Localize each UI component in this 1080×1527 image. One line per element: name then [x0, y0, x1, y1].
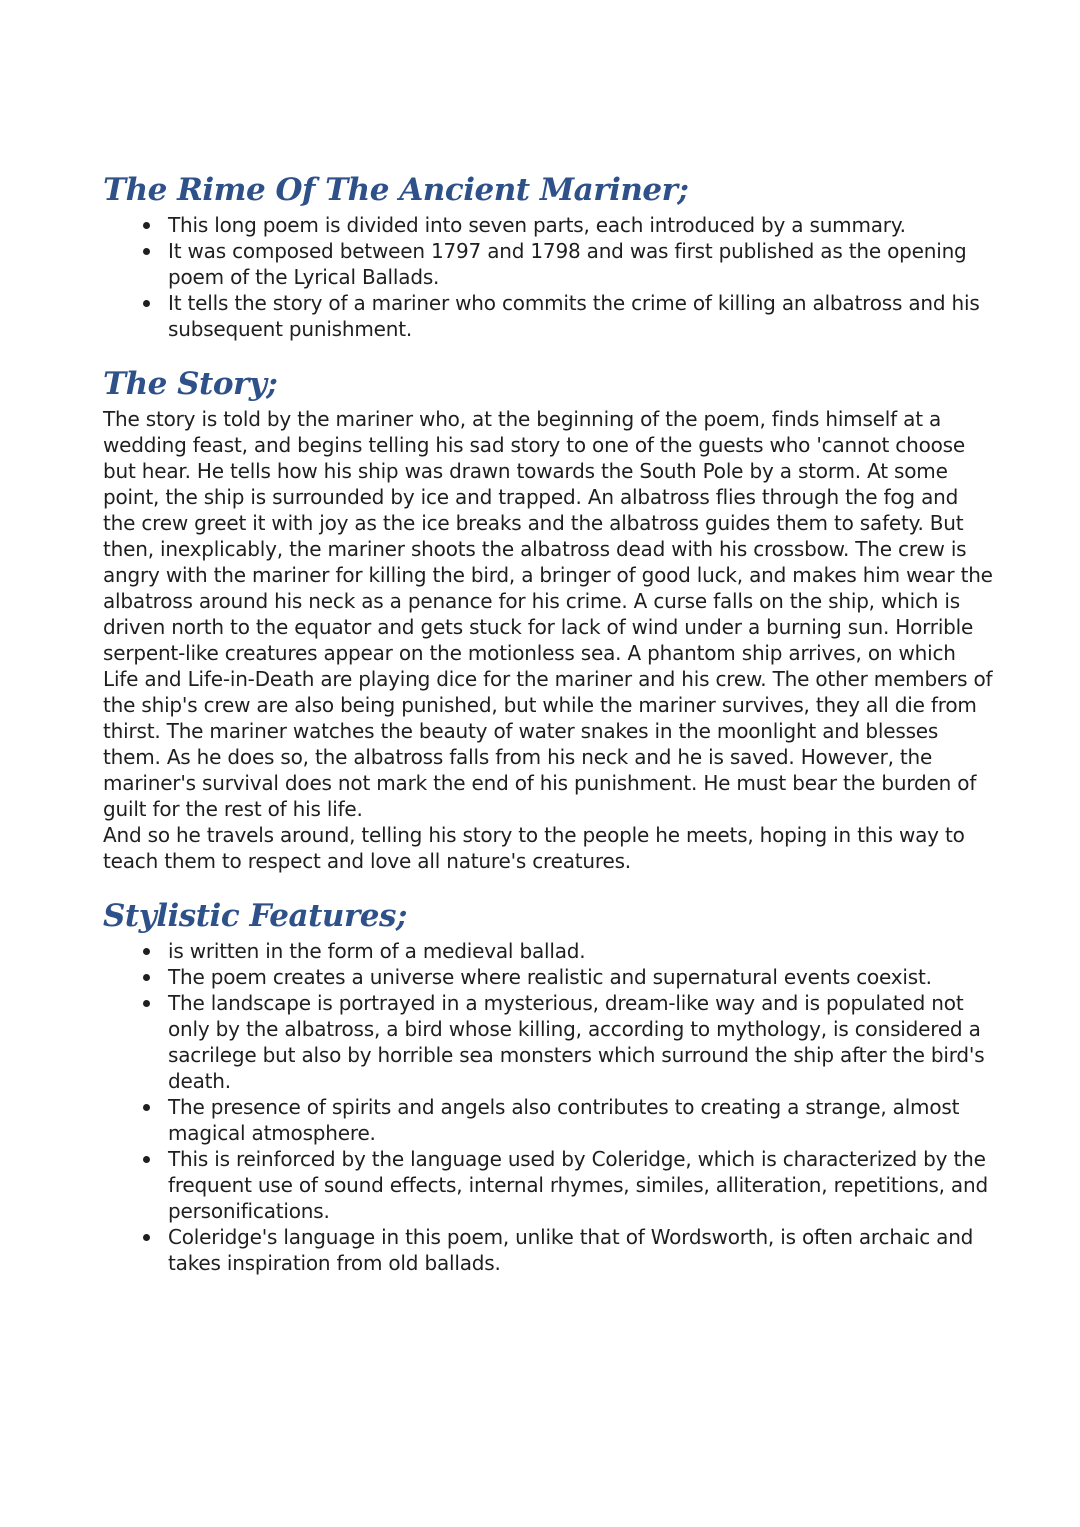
- bullet-item: It was composed between 1797 and 1798 and was first published as the opening poem of the Lyrical Ballads.: [103, 238, 993, 290]
- stylistic-bullet-list: [103, 938, 993, 1276]
- bullet-item: The poem creates a universe where realistic and supernatural events coexist.: [103, 964, 993, 990]
- document-content: [103, 168, 993, 1296]
- section-story: [103, 362, 993, 874]
- bullet-item: The landscape is portrayed in a mysterious, dream-like way and is populated not only by the albatross, a bird whose killing, according to mythology, is considered a sacrilege but also by horrible sea monsters which surround the ship after the bird's death.: [103, 990, 993, 1094]
- section-heading-rime: The Rime Of The Ancient Mariner;: [103, 172, 689, 208]
- section-stylistic: [103, 894, 993, 1276]
- story-paragraph: The story is told by the mariner who, at the beginning of the poem, finds himself at a wedding feast, and begins telling his sad story to one of the guests who 'cannot choose but hear. He tells how his ship was drawn towards the South Pole by a storm. At some point, the ship is surrounded by ice and trapped. An albatross flies through the fog and the crew greet it with joy as the ice breaks and the albatross guides them to safety. But then, inexplicably, the mariner shoots the albatross dead with his crossbow. The crew is angry with the mariner for killing the bird, a bringer of good luck, and makes him wear the albatross around his neck as a penance for his crime. A curse falls on the ship, which is driven north to the equator and gets stuck for lack of wind under a burning sun. Horrible serpent-like creatures appear on the motionless sea. A phantom ship arrives, on which Life and Life-in-Death are playing dice for the mariner and his crew. The other members of the ship's crew are also being punished, but while the mariner survives, they all die from thirst. The mariner watches the beauty of water snakes in the moonlight and blesses them. As he does so, the albatross falls from his neck and he is saved. However, the mariner's survival does not mark the end of his punishment. He must bear the burden of guilt for the rest of his life.: [103, 407, 993, 821]
- bullet-item: This long poem is divided into seven parts, each introduced by a summary.: [103, 212, 993, 238]
- story-text: [103, 406, 993, 874]
- rime-bullet-list: [103, 212, 993, 342]
- section-heading-stylistic: Stylistic Features;: [103, 898, 407, 934]
- story-paragraph: And so he travels around, telling his story to the people he meets, hoping in this way to teach them to respect and love all nature's creatures.: [103, 823, 965, 873]
- section-rime: [103, 168, 993, 342]
- bullet-item: is written in the form of a medieval ballad.: [103, 938, 993, 964]
- bullet-item: The presence of spirits and angels also contributes to creating a strange, almost magical atmosphere.: [103, 1094, 993, 1146]
- bullet-item: Coleridge's language in this poem, unlike that of Wordsworth, is often archaic and takes inspiration from old ballads.: [103, 1224, 993, 1276]
- section-heading-story: The Story;: [103, 366, 278, 402]
- bullet-item: It tells the story of a mariner who commits the crime of killing an albatross and his subsequent punishment.: [103, 290, 993, 342]
- bullet-item: This is reinforced by the language used by Coleridge, which is characterized by the frequent use of sound effects, internal rhymes, similes, alliteration, repetitions, and personifications.: [103, 1146, 993, 1224]
